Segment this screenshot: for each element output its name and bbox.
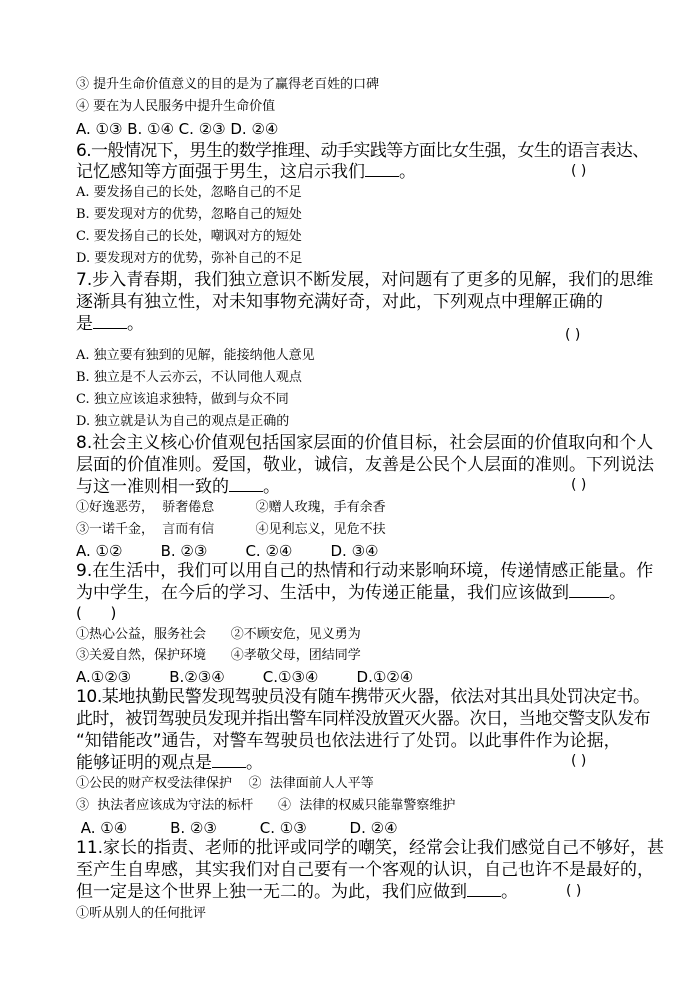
q10-stem-line-4 [76,752,263,774]
answer-blank [569,583,609,598]
q9-options-3-4: ③关爱自然，保护环境 ④孝敬父母，团结同学 [76,648,361,663]
q7-stem-text: 是 [76,314,93,334]
q9-options-1-2: ①热心公益，服务社会 ②不顾安危，见义勇为 [76,627,361,642]
q8-stem-line-3 [76,476,280,498]
period: 。 [127,314,144,334]
q11-answer-bracket: ( ) [566,883,582,899]
q6-option-c: C. 要发扬自己的长处，嘲讽对方的短处 [76,229,302,244]
period: 。 [609,583,626,603]
q7-stem-line-3 [76,313,144,335]
q8-answer-bracket: ( ) [571,477,587,493]
q9-stem-text: 为中学生，在今后的学习、生活中，为传递正能量，我们应该做到 [76,583,569,603]
q7-stem-line-2: 逐渐具有独立性，对未知事物充满好奇，对此，下列观点中理解正确的 [76,292,603,312]
q7-option-a: A. 独立要有独到的见解，能接纳他人意见 [76,348,315,363]
period: 。 [501,882,518,902]
answer-blank [212,753,246,768]
q10-stem-line-2: 此时，被罚驾驶员发现并指出警车同样没放置灭火器。次日，当地交警支队发布 [76,709,650,729]
q6-option-a: A. 要发扬自己的长处，忽略自己的不足 [76,185,302,200]
q5-choices: A. ①③ B. ①④ C. ②③ D. ②④ [76,120,279,138]
q10-stem-text: 能够证明的观点是 [76,753,212,773]
q10-answer-bracket: ( ) [571,753,587,769]
q6-option-b: B. 要发现对方的优势，忽略自己的短处 [76,207,302,222]
q6-stem-line-1: 6.一般情况下，男生的数学推理、动手实践等方面比女生强，女生的语言表达、 [76,141,649,161]
q6-stem-text: 记忆感知等方面强于男生，这启示我们 [76,162,365,182]
q10-stem-line-1: 10.某地执勤民警发现驾驶员没有随车携带灭火器，依法对其出具处罚决定书。 [76,687,650,707]
q7-option-b: B. 独立是不人云亦云，不认同他人观点 [76,370,302,385]
q9-answer-bracket: ( ) [76,604,117,622]
answer-blank [229,477,263,492]
answer-blank [93,314,127,329]
q10-options-1-2: ①公民的财产权受法律保护 ② 法律面前人人平等 [76,776,374,791]
q11-stem-text: 但一定是这个世界上独一无二的。为此，我们应做到 [76,882,467,902]
q5-option-4: ④ 要在为人民服务中提升生命价值 [76,99,276,114]
q7-stem-line-1: 7.步入青春期，我们独立意识不断发展，对问题有了更多的见解，我们的思维 [76,270,654,290]
q11-option-1: ①听从别人的任何批评 [76,906,207,921]
q6-option-d: D. 要发现对方的优势，弥补自己的不足 [76,251,303,266]
q7-option-c: C. 独立应该追求独特，做到与众不同 [76,392,289,407]
q8-stem-line-1: 8.社会主义核心价值观包括国家层面的价值目标，社会层面的价值取向和个人 [76,433,654,453]
q6-answer-bracket: ( ) [571,163,587,179]
q10-options-3-4: ③ 执法者应该成为守法的标杆 ④ 法律的权威只能靠警察维护 [76,798,456,813]
answer-blank [365,162,399,177]
q8-stem-text: 与这一准则相一致的 [76,477,229,497]
q7-option-d: D. 独立就是认为自己的观点是正确的 [76,414,290,429]
q11-stem-line-1: 11.家长的指责、老师的批评或同学的嘲笑，经常会让我们感觉自己不够好，甚 [76,838,665,858]
period: 。 [263,477,280,497]
q9-stem-line-2 [76,582,626,604]
q6-stem-line-2 [76,161,416,183]
period: 。 [399,162,416,182]
q11-stem-line-3 [76,881,518,903]
q8-options-3-4: ③一诺千金， 言而有信 ④见利忘义，见危不扶 [76,522,386,537]
q7-answer-bracket: ( ) [565,327,581,343]
q10-stem-line-3: “知错能改”通告，对警车驾驶员也依法进行了处罚。以此事件作为论据， [76,731,621,751]
answer-blank [467,882,501,897]
period: 。 [246,753,263,773]
q8-options-1-2: ①好逸恶劳， 骄奢倦怠 ②赠人玫瑰，手有余香 [76,500,386,515]
q8-stem-line-2: 层面的价值准则。爱国，敬业，诚信，友善是公民个人层面的准则。下列说法 [76,455,654,475]
q9-stem-line-1: 9.在生活中，我们可以用自己的热情和行动来影响环境，传递情感正能量。作 [76,561,654,581]
q8-choices: A. ①② B. ②③ C. ②④ D. ③④ [76,542,379,560]
q5-option-3: ③ 提升生命价值意义的目的是为了赢得老百姓的口碑 [76,77,380,92]
q10-choices: A. ①④ B. ②③ C. ①③ D. ②④ [76,819,398,837]
q11-stem-line-2: 至产生自卑感，其实我们对自己要有一个客观的认识，自己也许不是最好的， [76,860,654,880]
q9-choices: A.①②③ B.②③④ C.①③④ D.①②④ [76,668,414,686]
